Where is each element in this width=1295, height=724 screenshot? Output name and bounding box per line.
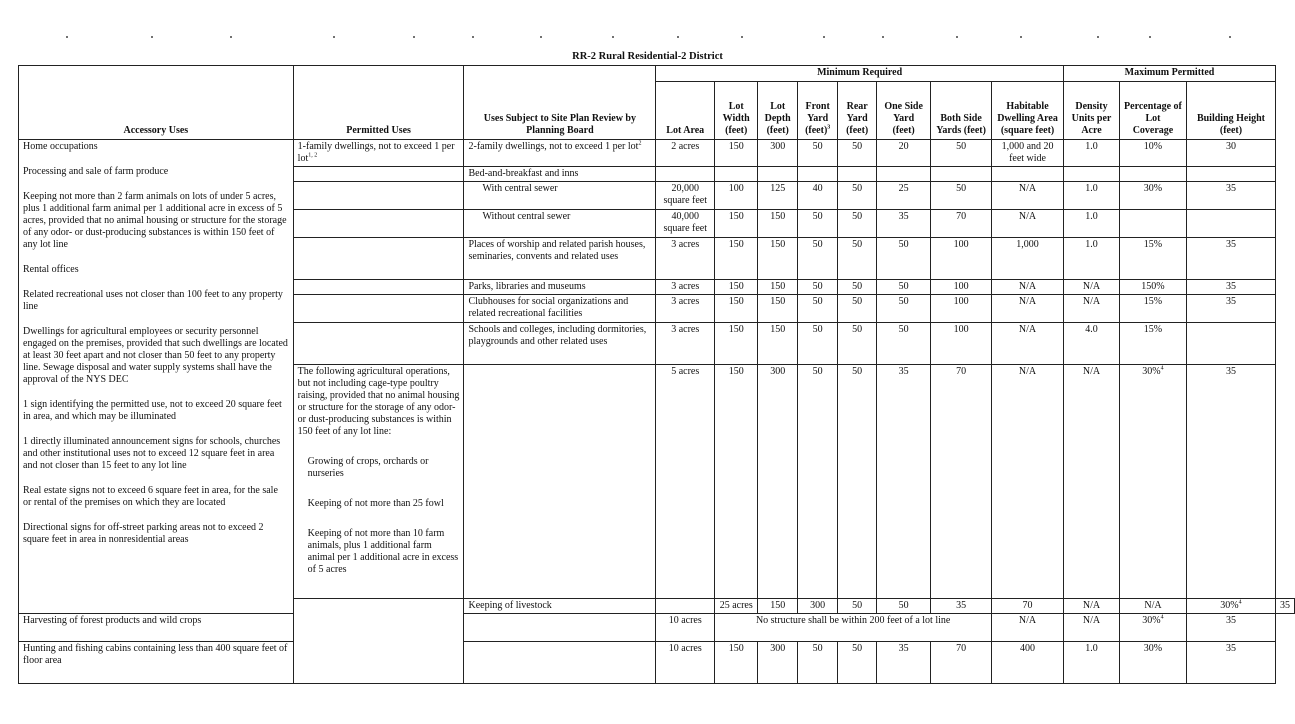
site-plan-use-cell: Without central sewer (464, 210, 656, 238)
lot-area-cell: 25 acres (715, 599, 758, 614)
lot-width-cell: 150 (715, 295, 758, 323)
density-cell: N/A (1064, 295, 1120, 323)
both-side-yards-cell: 50 (931, 182, 992, 210)
habitable-area-cell: 1,000 (992, 238, 1064, 280)
decorative-dot (882, 36, 884, 38)
lot-coverage-cell: 30% (1119, 182, 1186, 210)
lot-area-cell: 10 acres (656, 642, 715, 684)
empty-cell (992, 167, 1064, 182)
empty-cell (758, 167, 798, 182)
permitted-use-cell (293, 280, 464, 295)
lot-depth-cell: 150 (758, 238, 798, 280)
density-cell: N/A (1119, 599, 1186, 614)
density-cell: 1.0 (1064, 210, 1120, 238)
group-header-row (19, 66, 1295, 82)
both-side-yards-cell: 70 (931, 642, 992, 684)
one-side-yard-cell: 35 (931, 599, 992, 614)
front-yard-cell: 50 (798, 365, 838, 599)
permitted-use-cell (293, 210, 464, 238)
habitable-area-cell: N/A (992, 295, 1064, 323)
site-plan-use-cell (464, 642, 656, 684)
rear-yard-cell: 50 (838, 280, 877, 295)
rear-yard-cell: 50 (877, 599, 931, 614)
lot-area-cell: 20,000 square feet (656, 182, 715, 210)
lot-area-cell: 3 acres (656, 280, 715, 295)
one-side-yard-cell: 20 (877, 140, 931, 167)
permitted-use-cell: Harvesting of forest products and wild crops (19, 614, 294, 642)
permitted-use-cell: Hunting and fishing cabins containing less than 400 square feet of floor area (19, 642, 294, 684)
one-side-yard-cell: 50 (877, 280, 931, 295)
decorative-dot (151, 36, 153, 38)
front-yard-cell: 50 (798, 210, 838, 238)
density-cell: N/A (1064, 614, 1120, 642)
zoning-table (18, 65, 1295, 684)
decorative-dot (741, 36, 743, 38)
front-yard-cell: 40 (798, 182, 838, 210)
empty-cell (656, 167, 715, 182)
one-side-yard-cell: 35 (877, 210, 931, 238)
both-side-yards-cell: 70 (992, 599, 1064, 614)
decorative-dot (956, 36, 958, 38)
one-side-yard-cell: 35 (877, 365, 931, 599)
density-cell: 1.0 (1064, 140, 1120, 167)
one-side-yard-cell: 35 (877, 642, 931, 684)
front-yard-cell: 50 (798, 238, 838, 280)
lot-width-cell: 150 (715, 210, 758, 238)
decorative-dot (612, 36, 614, 38)
decorative-dot (333, 36, 335, 38)
both-side-yards-cell: 100 (931, 295, 992, 323)
lot-depth-cell: 150 (758, 280, 798, 295)
header-accessory-uses: Accessory Uses (19, 66, 294, 140)
permitted-use-cell (293, 323, 464, 365)
one-side-yard-cell: 50 (877, 323, 931, 365)
building-height-cell: 30 (1186, 140, 1275, 167)
accessory-use-item: 1 directly illuminated announcement signs for schools, churches and other institutional uses not to exceed 12 square feet in area and not closer than 15 feet to any lot line (23, 436, 281, 471)
lot-depth-cell: 300 (758, 140, 798, 167)
agricultural-intro: The following agricultural operations, but not including cage-type poultry raising, provided that no animal housing or structure for the storage of any odor- or dust-producing substances is within 150 feet of any lot line: (297, 366, 460, 437)
decorative-dot (230, 36, 232, 38)
building-height-cell: 35 (1186, 614, 1275, 642)
header-rear-yard: Rear Yard (feet) (838, 82, 877, 140)
empty-cell (931, 167, 992, 182)
accessory-use-item: 1 sign identifying the permitted use, not to exceed 20 square feet in area, and which may be illuminated (23, 399, 282, 422)
rear-yard-cell: 50 (838, 365, 877, 599)
habitable-area-cell: 400 (992, 642, 1064, 684)
header-minimum-required: Minimum Required (656, 66, 1064, 82)
front-yard-cell: 50 (798, 140, 838, 167)
lot-width-cell: 150 (715, 238, 758, 280)
lot-width-cell: 150 (715, 140, 758, 167)
accessory-use-item: Rental offices (23, 264, 79, 275)
rear-yard-cell: 50 (838, 238, 877, 280)
front-yard-cell: 50 (838, 599, 877, 614)
site-plan-use-cell (464, 365, 656, 599)
density-cell: 1.0 (1064, 642, 1120, 684)
permitted-use-cell: 1-family dwellings, not to exceed 1 per lot$^{1, 2}$ (293, 140, 464, 167)
lot-width-cell: 150 (715, 280, 758, 295)
empty-cell (877, 167, 931, 182)
both-side-yards-cell: 50 (931, 140, 992, 167)
habitable-area-cell: N/A (992, 365, 1064, 599)
accessory-uses-cell (19, 140, 294, 614)
header-front-yard: Front Yard (feet)$^3$ (798, 82, 838, 140)
decorative-dot (540, 36, 542, 38)
lot-coverage-cell: 15% (1119, 295, 1186, 323)
permitted-use-cell (293, 182, 464, 210)
habitable-area-cell: N/A (992, 210, 1064, 238)
both-side-yards-cell: 100 (931, 238, 992, 280)
density-cell: 1.0 (1064, 182, 1120, 210)
permitted-use-cell (293, 238, 464, 280)
lot-area-cell: 3 acres (656, 238, 715, 280)
accessory-use-item: Related recreational uses not closer than 100 feet to any property line (23, 289, 283, 312)
empty-cell (798, 167, 838, 182)
agricultural-item: Growing of crops, orchards or nurseries (307, 456, 429, 479)
lot-coverage-cell: 30%$^4$ (1119, 614, 1186, 642)
table-row (19, 140, 1295, 167)
site-plan-use-cell: Parks, libraries and museums (464, 280, 656, 295)
structure-setback-note: No structure shall be within 200 feet of a lot line (715, 614, 992, 642)
header-habitable-area: Habitable Dwelling Area (square feet) (992, 82, 1064, 140)
building-height-cell: 35 (1186, 642, 1275, 684)
decorative-dot (413, 36, 415, 38)
lot-area-cell: 5 acres (656, 365, 715, 599)
header-lot-coverage: Percentage of Lot Coverage (1119, 82, 1186, 140)
building-height-cell: 35 (1186, 295, 1275, 323)
lot-coverage-cell: 30%$^4$ (1186, 599, 1275, 614)
accessory-use-item: Directional signs for off-street parking areas not to exceed 2 square feet in area in nonresidential areas (23, 522, 264, 545)
habitable-area-cell: N/A (992, 280, 1064, 295)
lot-width-cell: 100 (715, 182, 758, 210)
front-yard-cell: 50 (798, 280, 838, 295)
building-height-cell: 35 (1186, 280, 1275, 295)
permitted-use-cell: Keeping of livestock (464, 599, 656, 614)
site-plan-use-cell: 2-family dwellings, not to exceed 1 per lot$^2$ (464, 140, 656, 167)
building-height-cell: 35 (1186, 238, 1275, 280)
both-side-yards-cell: 70 (931, 365, 992, 599)
accessory-use-item: Processing and sale of farm produce (23, 166, 169, 177)
lot-depth-cell: 150 (758, 210, 798, 238)
site-plan-use-cell: Schools and colleges, including dormitories, playgrounds and other related uses (464, 323, 656, 365)
decorative-dot (1149, 36, 1151, 38)
both-side-yards-cell: 100 (931, 280, 992, 295)
density-cell: N/A (1064, 365, 1120, 599)
table-row (19, 614, 1295, 642)
lot-area-cell: 10 acres (656, 614, 715, 642)
decorative-dot (472, 36, 474, 38)
header-lot-depth: Lot Depth (feet) (758, 82, 798, 140)
empty-cell (1064, 167, 1120, 182)
lot-depth-cell: 300 (758, 365, 798, 599)
header-building-height: Building Height (feet) (1186, 82, 1275, 140)
lot-depth-cell: 125 (758, 182, 798, 210)
lot-coverage-cell: 10% (1119, 140, 1186, 167)
rear-yard-cell: 50 (838, 182, 877, 210)
rear-yard-cell: 50 (838, 323, 877, 365)
decorative-dot (1229, 36, 1231, 38)
empty-cell (1119, 167, 1186, 182)
lot-depth-cell: 150 (758, 295, 798, 323)
permitted-use-cell (293, 167, 464, 182)
lot-coverage-cell: 30%$^4$ (1119, 365, 1186, 599)
site-plan-use-cell: With central sewer (464, 182, 656, 210)
header-density: Density Units per Acre (1064, 82, 1120, 140)
building-height-cell: 35 (1276, 599, 1295, 614)
header-lot-width: Lot Width (feet) (715, 82, 758, 140)
table-title: RR-2 Rural Residential-2 District (572, 51, 723, 62)
habitable-area-cell: 1,000 and 20 feet wide (992, 140, 1064, 167)
decorative-dot (677, 36, 679, 38)
site-plan-use-cell (464, 614, 656, 642)
empty-cell (715, 167, 758, 182)
front-yard-cell: 50 (798, 323, 838, 365)
accessory-use-item: Dwellings for agricultural employees or security personnel engaged on the premises, provided that such dwellings are located at least 30 feet apart and not closer than 50 feet to any property line. Sewage disposal and water supply systems shall have the approval of the NYS DEC (23, 326, 288, 385)
one-side-yard-cell: 25 (877, 182, 931, 210)
density-cell: 4.0 (1064, 323, 1120, 365)
lot-coverage-cell: 30% (1119, 642, 1186, 684)
site-plan-use-cell: Clubhouses for social organizations and related recreational facilities (464, 295, 656, 323)
lot-width-cell: 150 (758, 599, 798, 614)
habitable-area-cell: N/A (992, 323, 1064, 365)
building-height-cell: 35 (1186, 182, 1275, 210)
both-side-yards-cell: 100 (931, 323, 992, 365)
empty-cell (1186, 210, 1275, 238)
decorative-dot (1097, 36, 1099, 38)
accessory-use-item: Keeping not more than 2 farm animals on lots of under 5 acres, plus 1 additional farm animal per 1 additional acre in excess of 5 acres, provided that no animal housing or structure for the storage of any odor- or dust-producing substances is within 150 feet of any lot line (23, 191, 287, 250)
empty-cell (838, 167, 877, 182)
lot-depth-cell: 300 (798, 599, 838, 614)
rear-yard-cell: 50 (838, 295, 877, 323)
accessory-use-item: Real estate signs not to exceed 6 square feet in area, for the sale or rental of the premises on which they are located (23, 485, 278, 508)
lot-coverage-cell: 15% (1119, 238, 1186, 280)
empty-cell (1186, 167, 1275, 182)
lot-depth-cell: 150 (758, 323, 798, 365)
header-site-plan-uses: Uses Subject to Site Plan Review by Planning Board (464, 66, 656, 140)
lot-coverage-cell: 150% (1119, 280, 1186, 295)
lot-area-cell: 3 acres (656, 295, 715, 323)
permitted-use-cell (293, 365, 464, 599)
lot-depth-cell: 300 (758, 642, 798, 684)
page-top-dots (0, 36, 1295, 42)
header-permitted-uses: Permitted Uses (293, 66, 464, 140)
front-yard-cell: 50 (798, 295, 838, 323)
header-both-side-yards: Both Side Yards (feet) (931, 82, 992, 140)
empty-cell (1119, 210, 1186, 238)
header-maximum-permitted: Maximum Permitted (1064, 66, 1276, 82)
both-side-yards-cell: 70 (931, 210, 992, 238)
lot-area-cell: 40,000 square feet (656, 210, 715, 238)
density-cell: 1.0 (1064, 238, 1120, 280)
agricultural-item: Keeping of not more than 25 fowl (307, 498, 444, 509)
lot-coverage-cell: 15% (1119, 323, 1186, 365)
rear-yard-cell: 50 (838, 642, 877, 684)
lot-width-cell: 150 (715, 365, 758, 599)
site-plan-use-cell (656, 599, 715, 614)
habitable-area-cell: N/A (992, 182, 1064, 210)
header-one-side-yard: One Side Yard (feet) (877, 82, 931, 140)
lot-width-cell: 150 (715, 642, 758, 684)
decorative-dot (66, 36, 68, 38)
lot-area-cell: 2 acres (656, 140, 715, 167)
front-yard-cell: 50 (798, 642, 838, 684)
lot-width-cell: 150 (715, 323, 758, 365)
accessory-uses-empty-cell (293, 599, 464, 684)
agricultural-item: Keeping of not more than 10 farm animals, plus 1 additional farm animal per 1 additional acre in excess of 5 acres (307, 528, 459, 575)
building-height-cell: 35 (1186, 365, 1275, 599)
header-lot-area: Lot Area (656, 82, 715, 140)
accessory-use-item: Home occupations (23, 141, 98, 152)
density-cell: N/A (1064, 280, 1120, 295)
one-side-yard-cell: 50 (877, 238, 931, 280)
site-plan-use-cell: Places of worship and related parish houses, seminaries, convents and related uses (464, 238, 656, 280)
habitable-area-cell: N/A (1064, 599, 1120, 614)
decorative-dot (1020, 36, 1022, 38)
rear-yard-cell: 50 (838, 140, 877, 167)
permitted-use-cell (293, 295, 464, 323)
empty-cell (1186, 323, 1275, 365)
site-plan-use-cell: Bed-and-breakfast and inns (464, 167, 656, 182)
lot-area-cell: 3 acres (656, 323, 715, 365)
one-side-yard-cell: 50 (877, 295, 931, 323)
table-row (19, 642, 1295, 684)
rear-yard-cell: 50 (838, 210, 877, 238)
habitable-area-cell: N/A (992, 614, 1064, 642)
decorative-dot (823, 36, 825, 38)
